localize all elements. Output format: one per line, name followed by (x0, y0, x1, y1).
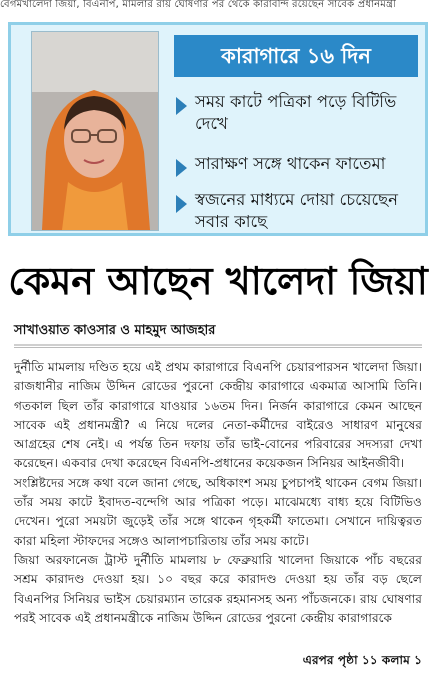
bullet-item (176, 91, 425, 135)
byline: সাখাওয়াত কাওসার ও মাহমুদ আজহার (14, 323, 216, 338)
continuation-note: এরপর পৃষ্ঠা ১১ কলাম ১ (302, 653, 422, 667)
bullet-item (176, 153, 425, 177)
headline: কেমন আছেন খালেদা জিয়া (8, 259, 428, 303)
paragraph: জিয়া অরফানেজ ট্রাস্ট দুর্নীতি মামলায় ৮ ফেব্রুয়ারি খালেদা জিয়াকে পাঁচ বছরের সশ্রম কারাদণ্ড দেওয়া হয়। ১০ বছর করে কারাদণ্ড দেওয়া হয় তাঁর বড় ছেলে বিএনপির সিনিয়র ভাইস চেয়ারম্যান তারেক রহমানসহ অন্য পাঁচজনকে। রায় ঘোষণার পরই সাবেক এই প্রধানমন্ত্রীকে নাজিম উদ্দিন রোডের পুরনো কেন্দ্রীয় কারাগারকে (14, 552, 422, 625)
bullet-text: সময় কাটে পত্রিকা পড়ে বিটিভি দেখে (195, 92, 397, 133)
paragraph: সংশ্লিষ্টদের সঙ্গে কথা বলে জানা গেছে, অধিকাংশ সময় চুপচাপই থাকেন বেগম জিয়া। তাঁর সময় কাটে ইবাদত-বন্দেগি আর পত্রিকা পড়ে। মাঝেমধ্যে বাধ্য হয়ে বিটিভিও দেখেন। পুরো সময়টা জুড়েই তাঁর সঙ্গে থাকেন গৃহকর্মী ফাতেমা। সেখানে দায়িত্বরত কারা মহিলা স্টাফদের সঙ্গেও আলাপচারিতায় তাঁর সময় কাটে। (14, 475, 422, 548)
triangle-bullet-icon (176, 97, 187, 115)
article-footer (14, 651, 422, 670)
divider (14, 347, 422, 348)
highlight-box (8, 22, 428, 236)
triangle-bullet-icon (176, 195, 187, 213)
bullet-text: সারাক্ষণ সঙ্গে থাকেন ফাতেমা (195, 154, 386, 173)
cut-off-top-text: বেগমখালেদা জিয়া, বিএনপি, মামলার রায় ঘোষণার পর থেকে কারাবন্দি রয়েছেন সাবেক প্রধানমন্ত্রী (0, 0, 397, 10)
triangle-bullet-icon (176, 159, 187, 177)
bullet-item (176, 189, 425, 233)
article-body (14, 358, 422, 628)
portrait-photo (31, 31, 159, 231)
paragraph: দুর্নীতি মামলায় দণ্ডিত হয়ে এই প্রথম কারাগারে বিএনপি চেয়ারপারসন খালেদা জিয়া। রাজধানীর নাজিম উদ্দিন রোডের পুরনো কেন্দ্রীয় কারাগারে একমাত্র আসামি তিনি। গতকাল ছিল তাঁর কারাগারে যাওয়ার ১৬তম দিন। নির্জন কারাগারে কেমন আছেন সাবেক এই প্রধানমন্ত্রী? এ নিয়ে দলের নেতা-কর্মীদের বাইরেও সাধারণ মানুষের আগ্রহের শেষ নেই। এ পর্যন্ত তিন দফায় তাঁর ভাই-বোনের পরিবারের সদস্যরা দেখা করেছেন। একবার দেখা করেছেন বিএনপি-প্রধানের কয়েকজন সিনিয়র আইনজীবী। (14, 360, 422, 471)
bullet-text: স্বজনের মাধ্যমে দোয়া চেয়েছেন সবার কাছে (195, 190, 398, 231)
box-heading: কারাগারে ১৬ দিন (174, 35, 418, 77)
divider (14, 344, 422, 346)
